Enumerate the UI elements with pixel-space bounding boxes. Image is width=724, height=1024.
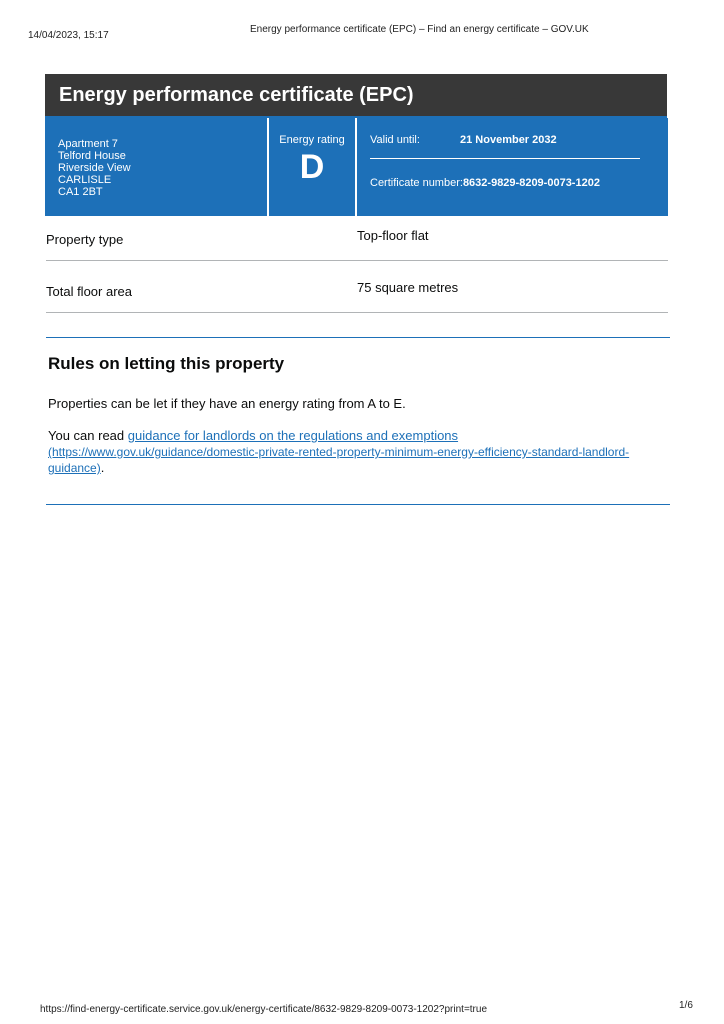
- details-divider: [370, 158, 640, 159]
- row-divider: [46, 312, 668, 313]
- valid-until-value: 21 November 2032: [460, 134, 557, 146]
- address-line: Apartment 7: [58, 138, 118, 150]
- certificate-number-value: 8632-9829-8209-0073-1202: [462, 177, 600, 189]
- print-date: 14/04/2023, 15:17: [28, 30, 109, 41]
- section-divider: [46, 337, 670, 338]
- address-line: Telford House: [58, 150, 126, 162]
- certificate-details: [357, 118, 668, 216]
- print-header: [0, 22, 724, 42]
- certificate-number-label: Certificate number:: [370, 177, 463, 189]
- section-divider: [46, 504, 670, 505]
- guidance-suffix: .: [100, 460, 105, 475]
- guidance-paragraph: [48, 428, 638, 476]
- guidance-url-link[interactable]: (https://www.gov.uk/guidance/domestic-private-rented-property-minimum-energy-efficiency-standard-landlord-guidance): [48, 445, 630, 475]
- valid-until-label: Valid until:: [370, 134, 420, 146]
- property-type-label: Property type: [46, 232, 124, 247]
- energy-rating-box: [269, 118, 357, 216]
- floor-area-label: Total floor area: [46, 284, 132, 299]
- print-page-title: Energy performance certificate (EPC) – Find an energy certificate – GOV.UK: [250, 24, 589, 35]
- energy-rating-label: Energy rating: [279, 134, 345, 146]
- page-number: 1/6: [679, 1000, 693, 1011]
- certificate-heading: Energy performance certificate (EPC): [45, 74, 667, 118]
- address-line: Riverside View: [58, 162, 131, 174]
- row-divider: [46, 260, 668, 261]
- floor-area-value: 75 square metres: [357, 280, 459, 295]
- print-footer-url: https://find-energy-certificate.service.gov.uk/energy-certificate/8632-9829-8209-0073-1202?print=true: [40, 1004, 488, 1015]
- address-line: CARLISLE: [58, 174, 112, 186]
- property-type-value: Top-floor flat: [357, 228, 429, 243]
- energy-rating-letter: D: [299, 148, 325, 186]
- property-address: [45, 118, 269, 216]
- letting-rules-heading: Rules on letting this property: [48, 354, 285, 373]
- guidance-prefix: You can read: [48, 428, 128, 443]
- address-line: CA1 2BT: [58, 186, 103, 198]
- guidance-link[interactable]: guidance for landlords on the regulations and exemptions: [127, 428, 459, 443]
- certificate-summary: [45, 118, 668, 216]
- letting-rule-text: Properties can be let if they have an energy rating from A to E.: [48, 396, 406, 411]
